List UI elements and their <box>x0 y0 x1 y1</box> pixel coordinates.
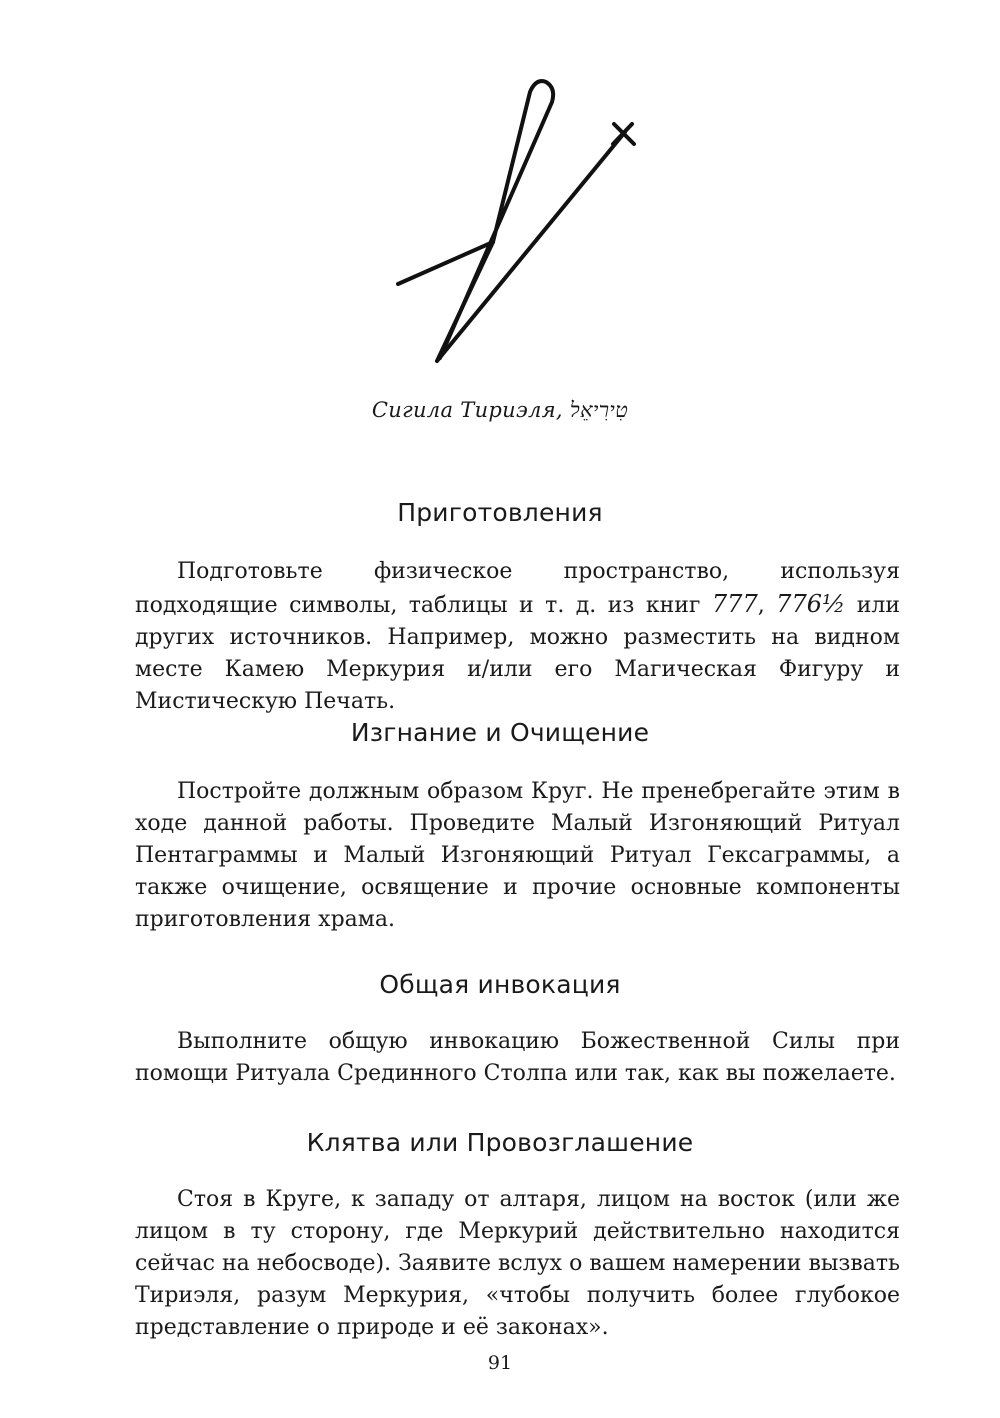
heading-preparations: Приготовления <box>397 498 603 527</box>
paragraph-text: или других источников. Например, можно разместить на видном месте Камею Меркурия и/или его Магическая Фигуру и Мистическую Печать. <box>135 593 900 714</box>
paragraph-preparations <box>135 556 900 718</box>
paragraph-text: , <box>757 593 777 618</box>
book-number-776-half: 776½ <box>776 590 846 618</box>
sigil-caption: Сигила Тириэля, טִירִיאֵל <box>371 398 629 422</box>
paragraph-text: Подготовьте физическое пространство, используя подходящие символы, таблицы и т. д. из книг <box>135 559 900 618</box>
tiriel-sigil-icon <box>380 65 660 375</box>
paragraph-general-invocation: Выполните общую инвокацию Божественной Силы при помощи Ритуала Срединного Столпа или так, как вы пожелаете. <box>135 1029 900 1086</box>
book-number-777: 777 <box>711 590 758 618</box>
paragraph-banishing: Постройте должным образом Круг. Не пренебрегайте этим в ходе данной работы. Проведите Малый Изгоняющий Ритуал Пентаграммы и Малый Изгоняющий Ритуал Гексаграммы, а также очищение, освящение и прочие основные компоненты приготовления храма. <box>135 779 900 932</box>
heading-banishing: Изгнание и Очищение <box>350 718 650 747</box>
page-number: 91 <box>487 1352 513 1374</box>
heading-oath: Клятва или Провозглашение <box>306 1128 694 1157</box>
paragraph-oath: Стоя в Круге, к западу от алтаря, лицом на восток (или же лицом в ту сторону, где Меркурий действительно находится сейчас на небосводе). Заявите вслух о вашем намерении вызвать Тириэля, разум Меркурия, «чтобы получить более глубокое представление о природе и её законах». <box>135 1187 900 1340</box>
heading-general-invocation: Общая инвокация <box>379 970 621 999</box>
